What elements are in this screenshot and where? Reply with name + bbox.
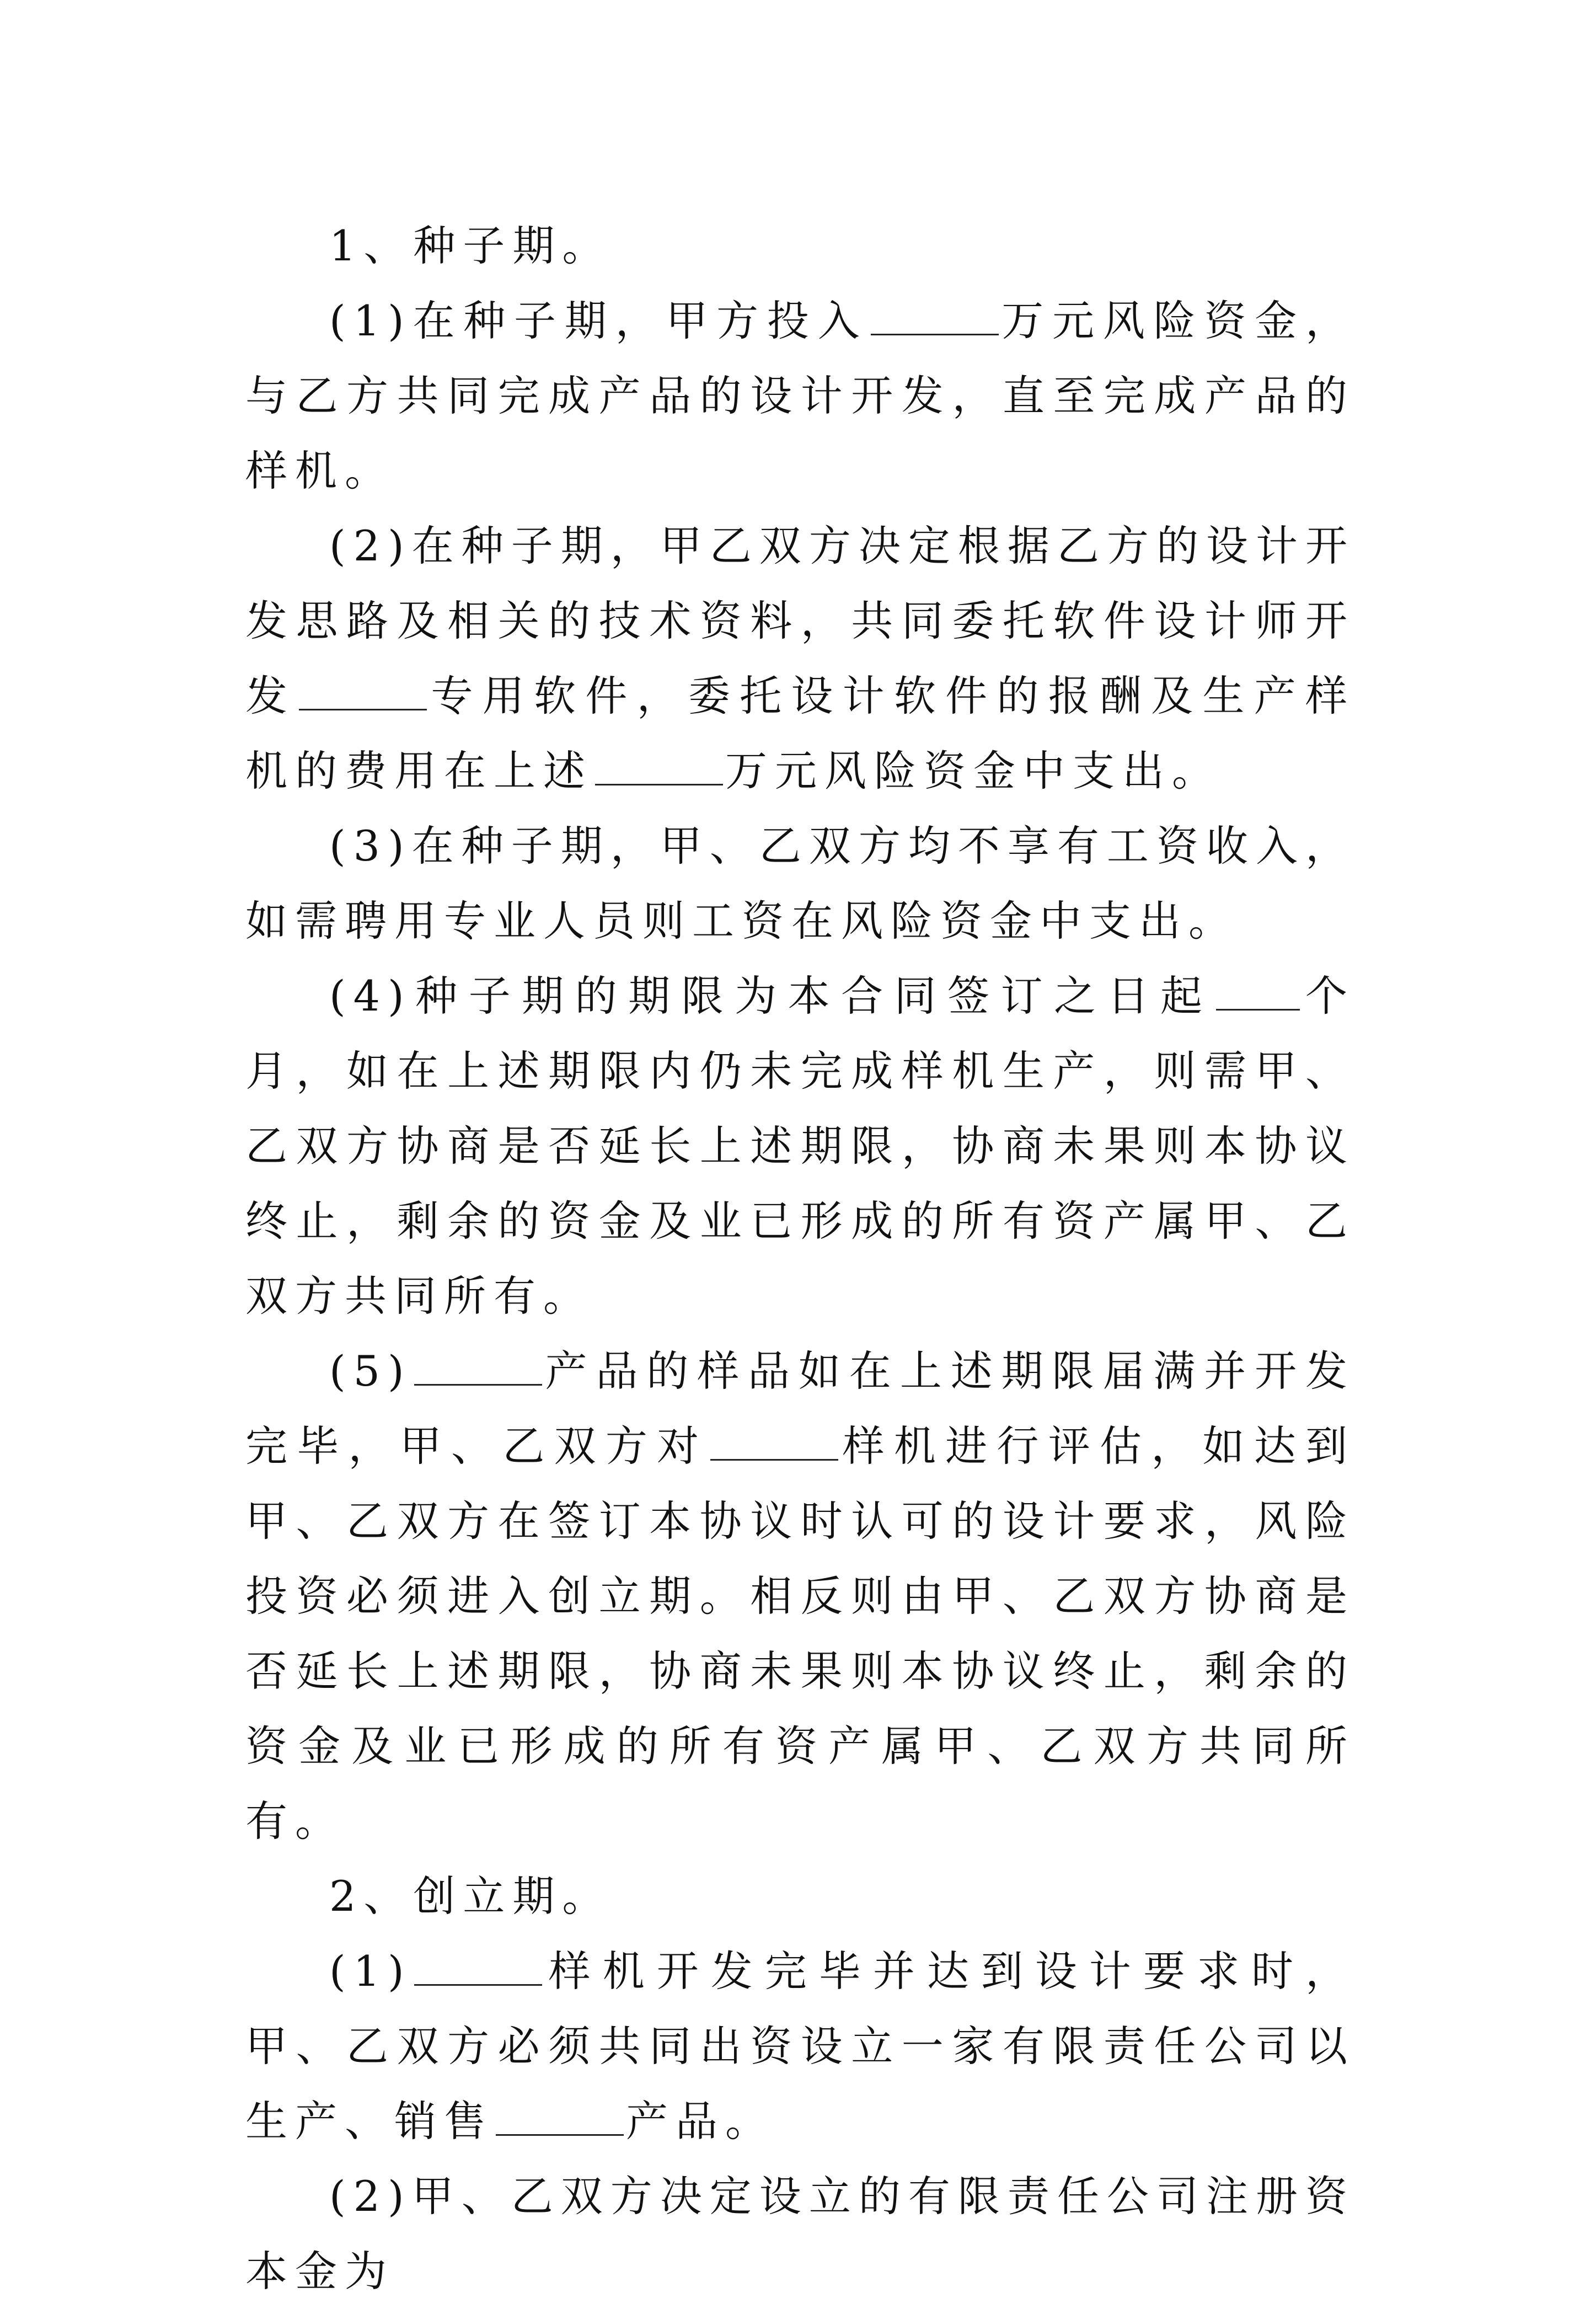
clause-seed-1 xyxy=(245,284,1355,509)
clause-founding-1 xyxy=(245,1934,1355,2159)
paragraph-text: 万元风险资金，与乙方共同完成产品的设计开发，直至完成产品的样机。 xyxy=(245,296,1356,495)
fill-in-blank xyxy=(595,744,723,785)
paragraph-text: 个月，如在上述期限内仍未完成样机生产，则需甲、乙双方协商是否延长上述期限，协商未果则本协议终止，剩余的资金及业已形成的所有资产属甲、乙双方共同所有。 xyxy=(245,971,1356,1321)
section-heading-seed-stage xyxy=(245,209,1355,284)
paragraph-text: 1、种子期。 xyxy=(329,221,612,270)
fill-in-blank xyxy=(414,1344,542,1386)
paragraph-text: 产品的样品如在上述期限届满并开发完毕，甲、乙双方对 xyxy=(245,1346,1355,1471)
paragraph-text: (5) xyxy=(329,1346,412,1396)
paragraph-text: 样机开发完毕并达到设计要求时，甲、乙双方必须共同出资设立一家有限责任公司以生产、销售 xyxy=(245,1947,1355,2146)
section-heading-founding-stage xyxy=(245,1859,1355,1934)
paragraph-text: (2)在种子期，甲乙双方决定根据乙方的设计开发思路及相关的技术资料，共同委托软件设计师开发 xyxy=(245,521,1355,720)
fill-in-blank xyxy=(414,1944,542,1986)
paragraph-text: 样机进行评估，如达到甲、乙双方在签订本协议时认可的设计要求，风险投资必须进入创立期。相反则由甲、乙双方协商是否延长上述期限，协商未果则本协议终止，剩余的资金及业已形成的所有资产属甲、乙双方共同所有。 xyxy=(245,1421,1356,1846)
paragraph-text: (1) xyxy=(329,1947,412,1996)
clause-seed-4 xyxy=(245,959,1355,1334)
fill-in-blank xyxy=(871,294,999,335)
paragraph-text: (3)在种子期，甲、乙双方均不享有工资收入，如需聘用专业人员则工资在风险资金中支出。 xyxy=(245,821,1355,945)
paragraph-text: 专用软件，委托设计软件的报酬及生产样机的费用在上述 xyxy=(245,671,1356,795)
paragraph-text: (2)甲、乙双方决定设立的有限责任公司注册资本金为 xyxy=(245,2172,1355,2296)
paragraph-text: (1)在种子期，甲方投入 xyxy=(329,296,869,345)
fill-in-blank xyxy=(496,2094,624,2136)
fill-in-blank xyxy=(299,669,427,710)
paragraph-text: 2、创立期。 xyxy=(329,1872,612,1921)
clause-founding-2 xyxy=(245,2159,1355,2309)
fill-in-blank xyxy=(710,1419,838,1461)
paragraph-text: 产品。 xyxy=(626,2097,775,2146)
clause-seed-5 xyxy=(245,1334,1355,1859)
contract-body xyxy=(245,209,1355,2309)
fill-in-blank xyxy=(1216,969,1300,1011)
clause-seed-3 xyxy=(245,809,1355,959)
clause-seed-2 xyxy=(245,509,1355,809)
paragraph-text: 万元风险资金中支出。 xyxy=(725,746,1222,795)
paragraph-text: (4)种子期的期限为本合同签订之日起 xyxy=(329,971,1214,1020)
